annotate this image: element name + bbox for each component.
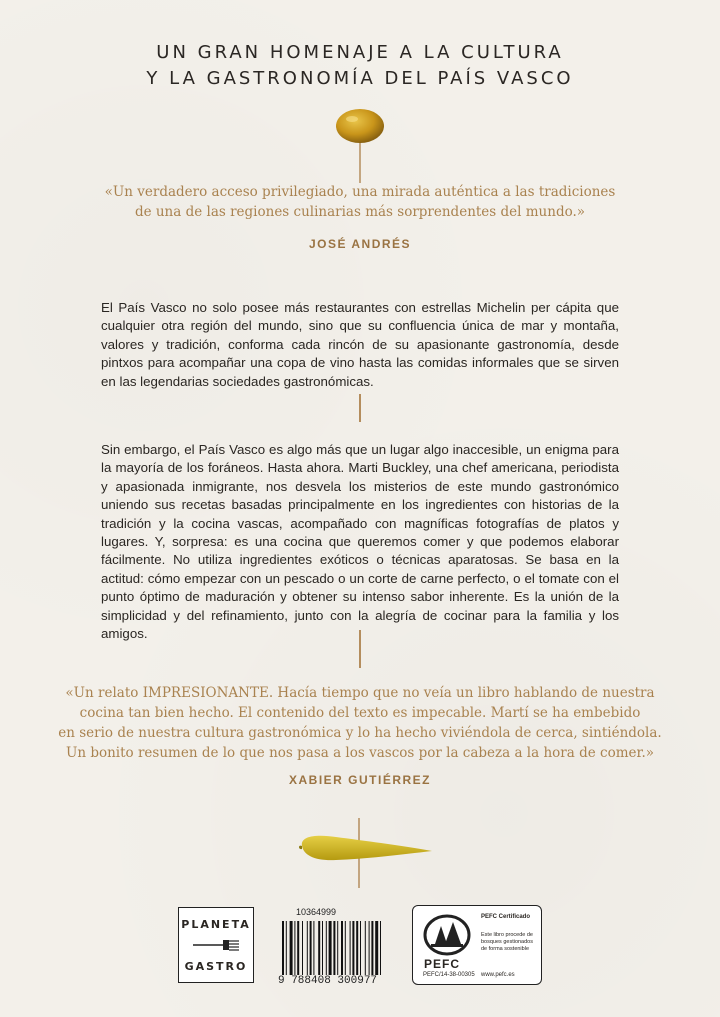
quote-jose-andres xyxy=(0,182,720,222)
quote-line: en serio de nuestra cultura gastronómica y lo ha hecho viviéndola de cerca, sintiéndola. xyxy=(58,725,662,741)
tagline-line-1: UN GRAN HOMENAJE A LA CULTURA xyxy=(156,42,564,63)
pefc-logo-icon xyxy=(423,914,471,956)
pefc-certification xyxy=(412,905,542,985)
barcode-code: 10364999 xyxy=(296,907,337,917)
fork-icon xyxy=(193,938,239,952)
pepper-illustration xyxy=(296,818,436,888)
quote-line: Un bonito resumen de lo que nos pasa a los vascos por la cabeza a la hora de comer.» xyxy=(65,745,655,761)
pefc-certified: PEFC Certificado xyxy=(481,914,531,920)
quote-author: JOSÉ ANDRÉS xyxy=(308,237,412,251)
pefc-website: www.pefc.es xyxy=(481,972,515,978)
publisher-name: PLANETA xyxy=(181,918,251,931)
quote-line: «Un verdadero acceso privilegiado, una mirada auténtica a las tradiciones xyxy=(104,184,616,200)
tagline-line-2: Y LA GASTRONOMÍA DEL PAÍS VASCO xyxy=(146,68,574,89)
quote-line: «Un relato IMPRESIONANTE. Hacía tiempo que no veía un libro hablando de nuestra xyxy=(65,685,655,701)
barcode-bars xyxy=(278,921,396,977)
isbn-barcode xyxy=(278,907,396,989)
olive-illustration xyxy=(330,108,390,183)
quote-author: XABIER GUTIÉRREZ xyxy=(288,773,431,787)
barcode-digits: 9 788408 300977 xyxy=(278,975,378,987)
divider-line xyxy=(359,630,361,668)
description-paragraph-1: El País Vasco no solo posee más restaurantes con estrellas Michelin per cápita que cualquier otra región del mundo, sino que su confluencia única de mar y montaña, valores y tradición, conforma cada rincón de su apasionante gastronomía, desde pintxos para acompañar una copa de vino hasta las comidas informales que se sirven en las legendarias sociedades gastronómicas. xyxy=(101,300,619,389)
quote-line: cocina tan bien hecho. El contenido del texto es impecable. Martí se ha embebido xyxy=(79,705,641,721)
pefc-code: PEFC/14-38-00305 xyxy=(423,972,475,978)
publisher-imprint: GASTRO xyxy=(184,960,248,973)
quote-xabier-gutierrez xyxy=(0,683,720,763)
publisher-logo xyxy=(178,907,254,983)
pefc-text: Este libro procede de bosques gestionados de forma sostenible xyxy=(481,932,533,952)
quote-line: de una de las regiones culinarias más sorprendentes del mundo.» xyxy=(134,204,586,220)
pefc-brand: PEFC xyxy=(424,957,461,971)
description-paragraph-2: Sin embargo, el País Vasco es algo más que un lugar algo inaccesible, un enigma para la mayoría de los foráneos. Hasta ahora. Marti Buckley, una chef americana, periodista y apasionada inmigrante, nos desvela los misterios de este mundo gastronómico uniendo sus recetas basadas principalmente en los ingredientes con historias de la tradición y la cocina vascas, acompañado con magníficas fotografías de platos y lugares. Y, sorpresa: es una cocina que queremos comer y que podemos elaborar fácilmente. No utiliza ingredientes exóticos o técnicas aparatosas. Se basa en la actitud: cómo empezar con un pescado o un corte de carne perfecto, o el tomate con el punto óptimo de maduración y obtener su intenso sabor inherente. Es la unión de la simplicidad y del refinamiento, junto con la alegría de cocinar para la familia y los amigos. xyxy=(101,442,619,642)
divider-line xyxy=(359,394,361,422)
book-tagline xyxy=(0,40,720,92)
